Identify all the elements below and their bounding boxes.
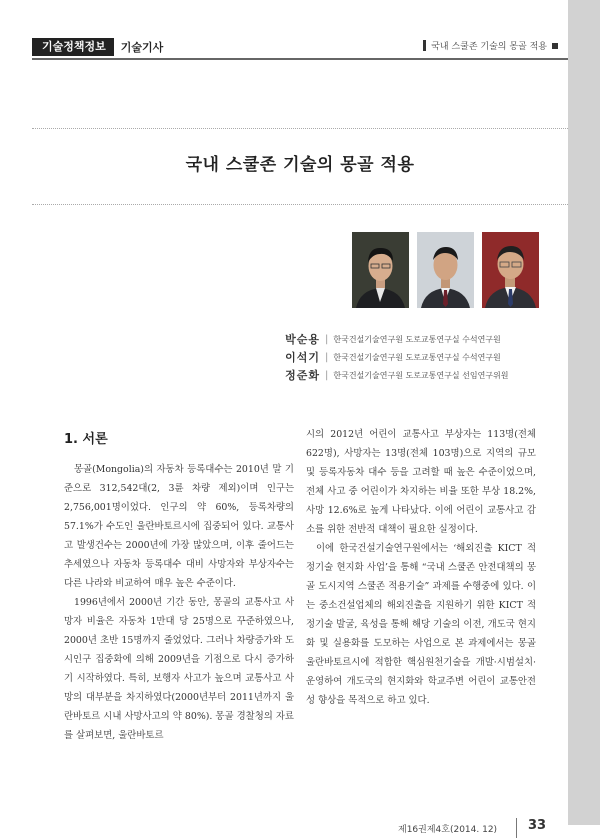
header-bar-mark xyxy=(423,40,426,51)
author-photo xyxy=(482,232,539,308)
author-separator: | xyxy=(325,369,329,381)
author-separator: | xyxy=(325,333,329,345)
author-photos xyxy=(352,232,539,308)
page-number: 33 xyxy=(528,818,547,833)
body-paragraph: 이에 한국건설기술연구원에서는 ‘해외진출 KICT 적정기술 현지화 사업’을 통해 “국내 스쿨존 안전대책의 몽골 도시지역 스쿨존 적용기술” 과제를 수행중에 있다. 이는 중소건설업체의 해외진출을 지원하기 위한 KICT 적정기술 발굴, 육성을 통해 해당 기술의 이전, 개도국 현지화 및 실용화를 도모하는 사업으로 본 과제에서는 몽골 울란바토르시에 적합한 핵심원천기술을 개발·시범설치·운영하여 개도국의 현지화와 학교주변 어린이 교통안전성 향상을 목적으로 하고 있다. xyxy=(306,543,536,706)
header-rule xyxy=(32,58,568,60)
body-column-right xyxy=(306,425,536,710)
body-paragraph: 시의 2012년 어린이 교통사고 부상자는 113명(전체 622명), 사망자는 13명(전체 103명)으로 지역의 규모 및 등록자동차 대수 등을 고려할 때 높은 수준이었으며, 전체 사고 중 어린이가 차지하는 비율 또한 부상 18.2%, 사망 12.6%로 높게 나타났다. 이에 어린이 교통사고 감소를 위한 전반적 대책이 필요한 실정이다. xyxy=(306,429,536,535)
author-separator: | xyxy=(325,351,329,363)
author-list xyxy=(270,330,560,384)
author-affiliation: 한국건설기술연구원 도로교통연구실 수석연구원 xyxy=(333,334,501,344)
header-section: 기술기사 xyxy=(120,41,164,54)
author-affiliation: 한국건설기술연구원 도로교통연구실 수석연구원 xyxy=(333,352,501,362)
author-entry xyxy=(270,366,560,384)
header-category: 기술정책정보 xyxy=(32,38,114,56)
header-left xyxy=(32,36,163,58)
author-entry xyxy=(270,330,560,348)
author-photo xyxy=(352,232,409,308)
author-name: 정준화 xyxy=(285,369,320,382)
section-title: 1. 서론 xyxy=(64,432,108,447)
author-name: 박순용 xyxy=(285,333,320,346)
author-affiliation: 한국건설기술연구원 도로교통연구실 선임연구위원 xyxy=(333,370,509,380)
side-strip xyxy=(568,0,600,825)
author-name: 이석기 xyxy=(285,351,320,364)
author-photo xyxy=(417,232,474,308)
issue-info: 제16권제4호(2014. 12) xyxy=(398,825,498,835)
body-paragraph: 1996년에서 2000년 기간 동안, 몽골의 교통사고 사망자 비율은 자동차 1만대 당 25명으로 꾸준하였으나, 2000년 초반 15명까지 줄었었다. 그러나 차량증가와 도시인구 집중화에 의해 2009년을 기점으로 다시 증가하기 시작하였다. 특히, 보행자 사고가 높으며 교통사고 사망의 대부분을 차지하였다(2000년부터 2011년까지 울란바토르 시내 사망사고의 약 80%). 몽골 경찰청의 자료를 살펴보면, 울란바토르 xyxy=(64,597,294,741)
body-column-left xyxy=(64,460,294,745)
running-title: 국내 스쿨존 기술의 몽골 적용 xyxy=(431,42,547,52)
author-entry xyxy=(270,348,560,366)
body-paragraph: 몽골(Mongolia)의 자동차 등록대수는 2010년 말 기준으로 312,542대(2, 3륜 차량 제외)이며 인구는 2,756,001명이었다. 인구의 약 60%, 등록차량의 57.1%가 수도인 울란바토르시에 집중되어 있다. 교통사고 발생건수는 2000년에 가장 많았으며, 이후 줄어드는 추세였으나 자동차 등록대수 대비 사망자와 부상자수는 다른 나라와 비교하여 매우 높은 수준이다. xyxy=(64,464,294,589)
footer-divider xyxy=(516,818,517,838)
header-square-mark xyxy=(552,43,558,49)
title-bottom-dotted-rule xyxy=(32,204,568,205)
title-top-dotted-rule xyxy=(32,128,568,129)
header-right xyxy=(423,39,558,52)
article-title: 국내 스쿨존 기술의 몽골 적용 xyxy=(185,155,415,175)
